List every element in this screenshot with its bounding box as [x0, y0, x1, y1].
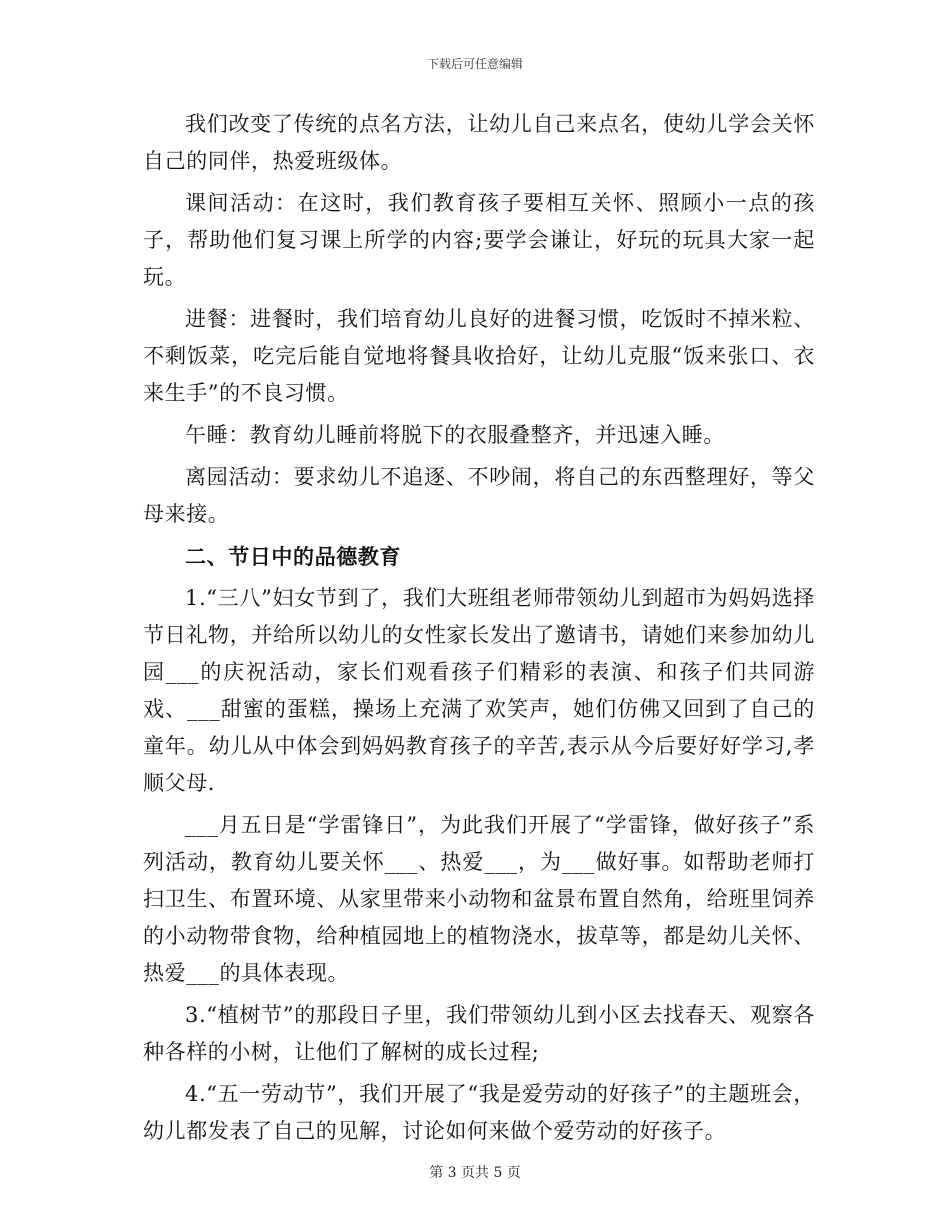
paragraph-labor-day: 4.“五一劳动节”，我们开展了“我是爱劳动的好孩子”的主题班会，幼儿都发表了自己的见解，讨论如何来做个爱劳动的好孩子。: [143, 1082, 815, 1143]
paragraph-nap: 午睡：教育幼儿睡前将脱下的衣服叠整齐，并迅速入睡。: [185, 423, 725, 447]
paragraph-break-activity: 课间活动：在这时，我们教育孩子要相互关怀、照顾小一点的孩子，帮助他们复习课上所学的内容;要学会谦让，好玩的玩具大家一起玩。: [143, 191, 815, 289]
paragraph-lei-feng-day: ___月五日是“学雷锋日”，为此我们开展了“学雷锋，做好孩子”系列活动，教育幼儿要关怀___、热爱___，为___做好事。如帮助老师打扫卫生、布置环境、从家里带来小动物和盆景布置自然角，给班里饲养的小动物带食物，给种植园地上的植物浇水，拔草等，都是幼儿关怀、热爱___的具体表现。: [143, 813, 815, 985]
paragraph-arbor-day: 3.“植树节”的那段日子里，我们带领幼儿到小区去找春天、观察各种各样的小树，让他们了解树的成长过程;: [143, 1003, 815, 1064]
section-heading: 二、节日中的品德教育: [185, 544, 401, 569]
paragraph-departure: 离园活动：要求幼儿不追逐、不吵闹，将自己的东西整理好，等父母来接。: [143, 465, 815, 526]
paragraph-womens-day: 1.“三八”妇女节到了，我们大班组老师带领幼儿到超市为妈妈选择节日礼物，并给所以幼儿的女性家长发出了邀请书，请她们来参加幼儿园___的庆祝活动，家长们观看孩子们精彩的表演、和孩子们共同游戏、___甜蜜的蛋糕，操场上充满了欢笑声，她们仿佛又回到了自己的童年。幼儿从中体会到妈妈教育孩子的辛苦,表示从今后要好好学习,孝顺父母.: [143, 586, 815, 795]
document-body: [143, 106, 815, 1155]
page-header: 下载后可任意编辑: [426, 57, 523, 71]
paragraph-roll-call: 我们改变了传统的点名方法，让幼儿自己来点名，使幼儿学会关怀自己的同伴，热爱班级体。: [143, 112, 815, 173]
page-number: 第 3 页共 5 页: [429, 1165, 521, 1181]
paragraph-meal: 进餐：进餐时，我们培育幼儿良好的进餐习惯，吃饭时不掉米粒、不剩饭菜，吃完后能自觉地将餐具收拾好，让幼儿克服“饭来张口、衣来生手”的不良习惯。: [143, 307, 815, 405]
